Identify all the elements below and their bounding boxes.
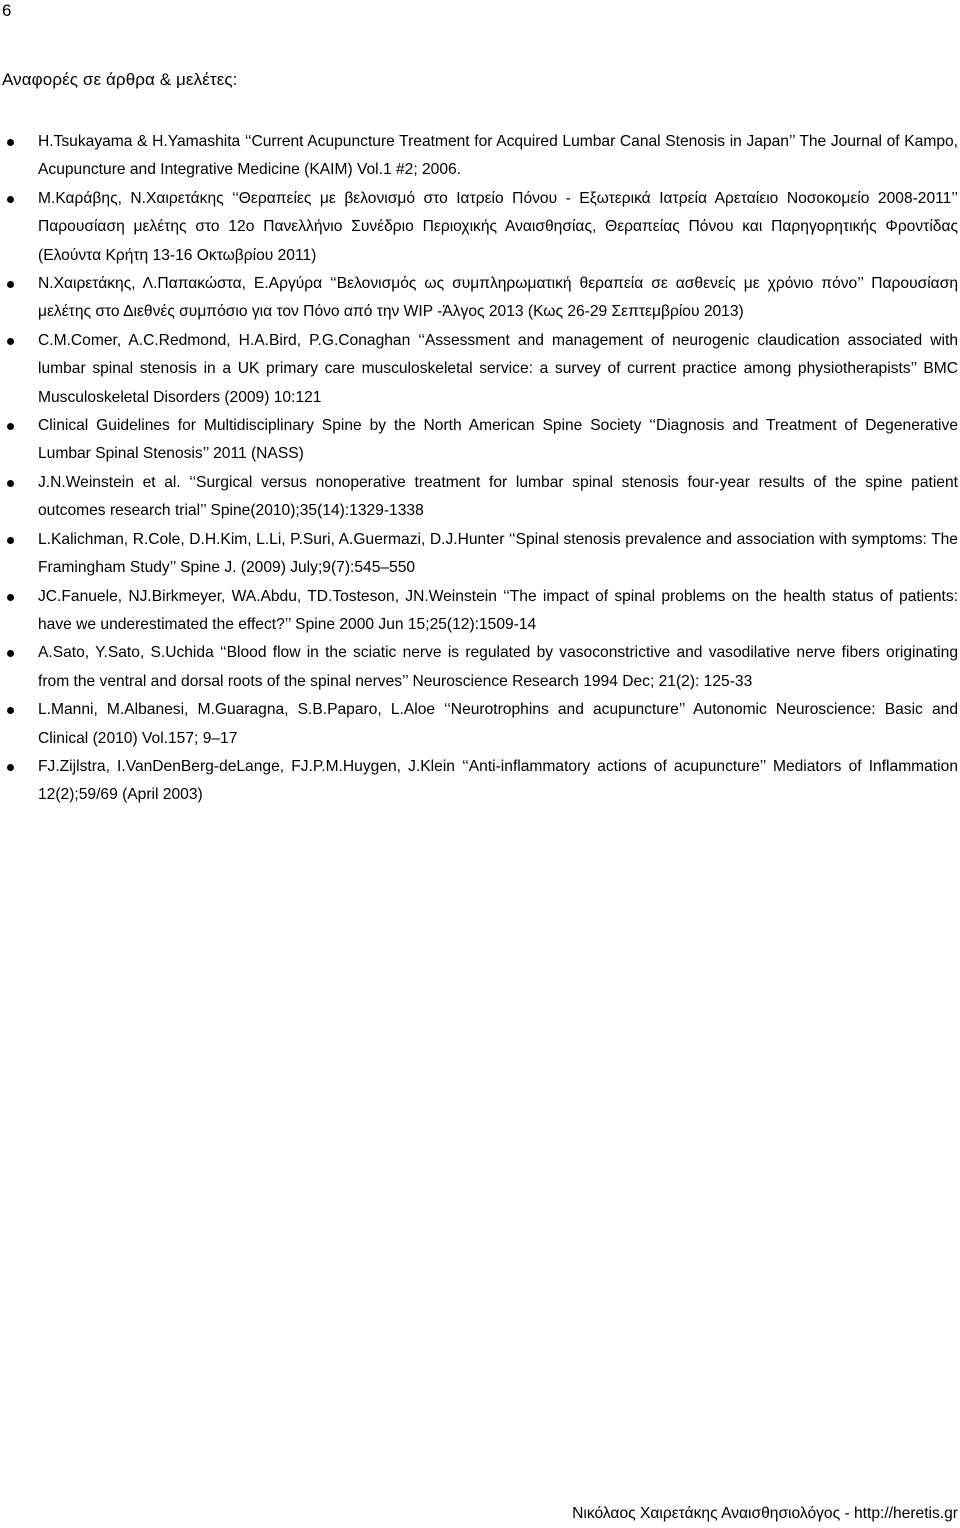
references-heading: Αναφορές σε άρθρα & μελέτες: bbox=[2, 70, 238, 89]
references-list bbox=[0, 128, 960, 810]
reference-item bbox=[0, 753, 960, 810]
reference-item bbox=[0, 270, 960, 327]
reference-text: JC.Fanuele, NJ.Birkmeyer, WA.Abdu, TD.Tosteson, JN.Weinstein ‘‘The impact of spinal problems on the health status of patients: have we underestimated the effect?’’ Spine 2000 Jun 15;25(12):1509-14 bbox=[38, 587, 958, 633]
bullet-icon bbox=[7, 196, 14, 203]
reference-text: L.Manni, M.Albanesi, M.Guaragna, S.B.Paparo, L.Aloe ‘‘Neurotrophins and acupuncture’’ Autonomic Neuroscience: Basic and Clinical (2010) Vol.157; 9–17 bbox=[38, 701, 958, 747]
reference-text: L.Kalichman, R.Cole, D.H.Kim, L.Li, P.Suri, A.Guermazi, D.J.Hunter ‘‘Spinal stenosis prevalence and association with symptoms: The Framingham Study’’ Spine J. (2009) July;9(7):545–550 bbox=[38, 530, 958, 577]
bullet-icon bbox=[7, 338, 14, 345]
reference-item bbox=[0, 185, 960, 270]
reference-text: Μ.Καράβης, Ν.Χαιρετάκης ‘‘Θεραπείες με βελονισμό στο Ιατρείο Πόνου - Εξωτερικά Ιατρεία Αρεταίειο Νοσοκομείο 2008-2011’’ Παρουσίαση μελέτης στο 12ο Πανελλήνιο Συνέδριο Περιοχικής Αναισθησίας, Θεραπείας Πόνου και Παρηγορητικής Φροντίδας (Ελούντα Κρήτη 13-16 Οκτωβρίου 2011) bbox=[38, 189, 958, 264]
reference-item bbox=[0, 327, 960, 412]
reference-item bbox=[0, 583, 960, 640]
bullet-icon bbox=[7, 707, 14, 714]
reference-text: H.Tsukayama & H.Yamashita ‘‘Current Acupuncture Treatment for Acquired Lumbar Canal Stenosis in Japan’’ The Journal of Kampo, Acupuncture and Integrative Medicine (KAIM) Vol.1 #2; 2006. bbox=[38, 133, 958, 179]
reference-text: FJ.Zijlstra, I.VanDenBerg-deLange, FJ.P.M.Huygen, J.Klein ‘‘Anti-inflammatory actions of acupuncture’’ Mediators of Inflammation 12(2);59/69 (April 2003) bbox=[38, 757, 958, 804]
reference-text: J.N.Weinstein et al. ‘‘Surgical versus nonoperative treatment for lumbar spinal stenosis four-year results of the spine patient outcomes research trial’’ Spine(2010);35(14):1329-1338 bbox=[38, 473, 958, 520]
reference-text: A.Sato, Y.Sato, S.Uchida ‘‘Blood flow in the sciatic nerve is regulated by vasoconstrictive and vasodilative nerve fibers originating from the ventral and dorsal roots of the spinal nerves’’ Neuroscience Research 1994 Dec; 21(2): 125-33 bbox=[38, 644, 958, 690]
page-number: 6 bbox=[2, 1, 12, 20]
reference-item bbox=[0, 128, 960, 185]
page-footer: Νικόλαος Χαιρετάκης Αναισθησιολόγος - http://heretis.gr bbox=[572, 1505, 958, 1522]
bullet-icon bbox=[7, 650, 14, 657]
bullet-icon bbox=[7, 281, 14, 288]
reference-item bbox=[0, 639, 960, 696]
bullet-icon bbox=[7, 764, 14, 771]
bullet-icon bbox=[7, 480, 14, 487]
reference-item bbox=[0, 526, 960, 583]
bullet-icon bbox=[7, 139, 14, 146]
reference-text: C.M.Comer, A.C.Redmond, H.A.Bird, P.G.Conaghan ‘‘Assessment and management of neurogenic claudication associated with lumbar spinal stenosis in a UK primary care musculoskeletal service: a survey of current practice among physiotherapists’’ BMC Musculoskeletal Disorders (2009) 10:121 bbox=[38, 331, 958, 406]
reference-text: Clinical Guidelines for Multidisciplinary Spine by the North American Spine Society ‘‘Diagnosis and Treatment of Degenerative Lumbar Spinal Stenosis’’ 2011 (NASS) bbox=[38, 417, 958, 463]
reference-item bbox=[0, 469, 960, 526]
bullet-icon bbox=[7, 423, 14, 430]
bullet-icon bbox=[7, 537, 14, 544]
bullet-icon bbox=[7, 594, 14, 601]
reference-text: Ν.Χαιρετάκης, Λ.Παπακώστα, Ε.Αργύρα ‘‘Βελονισμός ως συμπληρωματική θεραπεία σε ασθενείς με χρόνιο πόνο’’ Παρουσίαση μελέτης στο Διεθνές συμπόσιο για τον Πόνο από την WIP -Άλγος 2013 (Κως 26-29 Σεπτεμβρίου 2013) bbox=[38, 275, 958, 321]
reference-item bbox=[0, 412, 960, 469]
reference-item bbox=[0, 696, 960, 753]
